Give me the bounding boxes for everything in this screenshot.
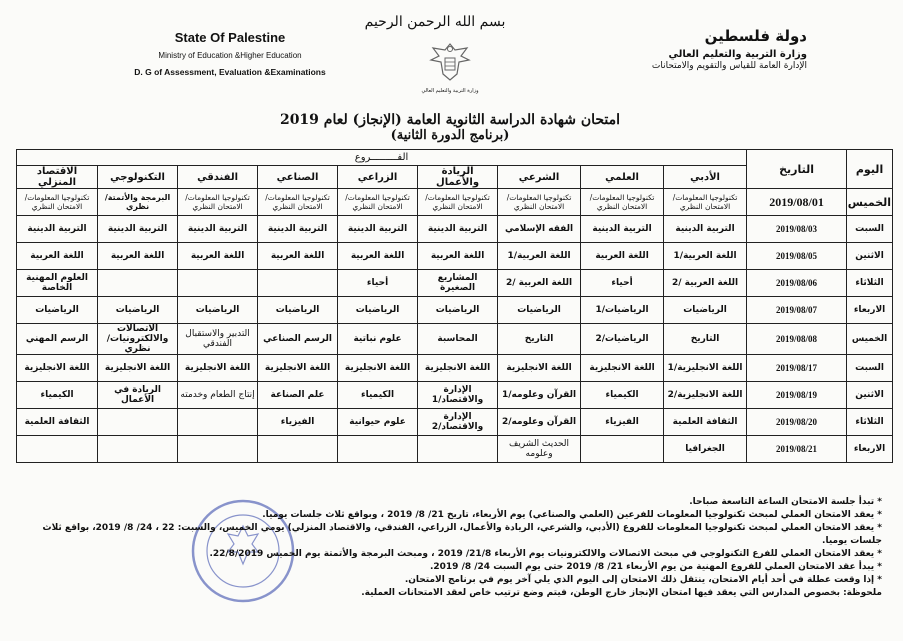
subject-cell: اللغة العربية: [17, 243, 98, 270]
subject-cell: اللغة الانجليزية: [418, 355, 498, 382]
subject-cell: [178, 270, 258, 297]
day-cell: الاثنين: [847, 382, 893, 409]
subject-cell: المحاسبة: [418, 324, 498, 355]
subject-cell: اللغة العربية /2: [498, 270, 581, 297]
subject-cell: اللغة الانجليزية: [258, 355, 338, 382]
subject-cell: اللغة العربية /2: [664, 270, 747, 297]
branch-header: التكنولوجي: [98, 166, 178, 189]
subject-cell: اللغة الانجليزية: [17, 355, 98, 382]
subject-cell: البرمجة والأتمتة/نظري: [98, 189, 178, 216]
table-row: [17, 216, 893, 243]
subject-cell: تكنولوجيا المعلومات/ الامتحان النظري: [17, 189, 98, 216]
note-item: * يبدأ عقد الامتحان العملي للفروع المهنية من يوم الأربعاء 21/ 8/ 2019 حتى يوم السبت 24/ 8/ 2019.: [20, 561, 882, 574]
title-line2: (برنامج الدورة الثانية): [390, 128, 510, 143]
subject-cell: اللغة الانجليزية/1: [664, 355, 747, 382]
subject-cell: الرياضيات: [418, 297, 498, 324]
subject-cell: التربية الدينية: [418, 216, 498, 243]
branch-header: العلمي: [581, 166, 664, 189]
date-cell: 2019/08/06: [747, 270, 847, 297]
date-cell: 2019/08/21: [747, 436, 847, 463]
date-cell: 2019/08/07: [747, 297, 847, 324]
subject-cell: [98, 436, 178, 463]
day-cell: الاثنين: [847, 243, 893, 270]
day-cell: الثلاثاء: [847, 270, 893, 297]
date-cell: 2019/08/03: [747, 216, 847, 243]
title-line1: امتحان شهادة الدراسة الثانوية العامة (الإنجاز) لعام 2019: [279, 112, 621, 128]
branch-header: الاقتصاد المنزلي: [17, 166, 98, 189]
state-name-ar: دولة فلسطين: [704, 27, 807, 45]
subject-cell: الرياضيات: [178, 297, 258, 324]
header-left: [100, 30, 360, 77]
table-row: [17, 436, 893, 463]
subject-cell: علم الصناعة: [258, 382, 338, 409]
table-row: [17, 243, 893, 270]
department-name-ar: الإدارة العامة للقياس والتقويم والامتحانات: [651, 61, 807, 71]
date-cell: 2019/08/17: [747, 355, 847, 382]
subject-cell: الثقافة العلمية: [664, 409, 747, 436]
document-title: [250, 112, 650, 143]
subject-cell: أحياء: [581, 270, 664, 297]
subject-cell: تكنولوجيا المعلومات/ الامتحان النظري: [418, 189, 498, 216]
day-cell: الاربعاء: [847, 436, 893, 463]
header-right: [607, 27, 807, 72]
basmala-calligraphy: بسم الله الرحمن الرحيم: [364, 14, 506, 30]
subject-cell: الرياضيات: [664, 297, 747, 324]
table-row: [17, 270, 893, 297]
subject-cell: التاريخ: [664, 324, 747, 355]
subject-cell: تكنولوجيا المعلومات/ الامتحان النظري: [178, 189, 258, 216]
note-item: * يعقد الامتحان العملي للفرع التكنولوجي في مبحث الاتصالات والالكترونيات يوم الأربعاء 21/8/ 2019 ، ومبحث البرمجة والأتمتة يوم الخميس 22/8/2019.: [20, 548, 882, 561]
subject-cell: الفيزياء: [581, 409, 664, 436]
subject-cell: [178, 436, 258, 463]
subject-cell: أحياء: [338, 270, 418, 297]
subject-cell: اللغة العربية: [98, 243, 178, 270]
subject-cell: الرياضيات: [17, 297, 98, 324]
subject-cell: تكنولوجيا المعلومات/ الامتحان النظري: [581, 189, 664, 216]
subject-cell: إنتاج الطعام وخدمته: [178, 382, 258, 409]
subject-cell: التربية الدينية: [338, 216, 418, 243]
subject-cell: اللغة العربية: [581, 243, 664, 270]
ministry-name-ar: وزارة التربية والتعليم العالي: [668, 49, 807, 60]
table-row: [17, 355, 893, 382]
subject-cell: الريادة في الأعمال: [98, 382, 178, 409]
subject-cell: علوم نباتية: [338, 324, 418, 355]
branch-header: الأدبي: [664, 166, 747, 189]
subject-cell: الحديث الشريف وعلومه: [498, 436, 581, 463]
subject-cell: [581, 436, 664, 463]
branch-header: الشرعي: [498, 166, 581, 189]
subject-cell: الكيمياء: [581, 382, 664, 409]
subject-cell: الكيمياء: [338, 382, 418, 409]
subject-cell: التربية الدينية: [17, 216, 98, 243]
subject-cell: الثقافة العلمية: [17, 409, 98, 436]
subject-cell: [418, 436, 498, 463]
subject-cell: [258, 436, 338, 463]
subject-cell: اللغة العربية: [258, 243, 338, 270]
subject-cell: [98, 270, 178, 297]
day-cell: الخميس: [847, 189, 893, 216]
table-row: [17, 189, 893, 216]
notes-section: [20, 496, 882, 600]
state-name-en: State Of Palestine: [174, 30, 286, 45]
subject-cell: [258, 270, 338, 297]
day-cell: الاربعاء: [847, 297, 893, 324]
subject-cell: الرياضيات: [498, 297, 581, 324]
table-row: [17, 409, 893, 436]
subject-cell: اللغة العربية/1: [498, 243, 581, 270]
subject-cell: اللغة الانجليزية: [178, 355, 258, 382]
subject-cell: التربية الدينية: [581, 216, 664, 243]
subject-cell: الرياضيات/1: [581, 297, 664, 324]
subject-cell: [338, 436, 418, 463]
remark: ملحوظة: بخصوص المدارس التي يعقد فيها امتحان الإنجاز خارج الوطن، فيتم وضع ترتيب خاص لعقد الامتحانات العملية.: [361, 588, 882, 598]
subject-cell: اللغة الانجليزية: [338, 355, 418, 382]
branch-header: الصناعي: [258, 166, 338, 189]
date-header: التاريخ: [747, 150, 847, 189]
subject-cell: الاتصالات والالكترونيات/نظري: [98, 324, 178, 355]
day-cell: الثلاثاء: [847, 409, 893, 436]
subject-cell: علوم حيوانية: [338, 409, 418, 436]
subject-cell: الرياضيات: [338, 297, 418, 324]
day-cell: السبت: [847, 216, 893, 243]
subject-cell: التربية الدينية: [98, 216, 178, 243]
table-row: [17, 382, 893, 409]
branches-header: الفـــــــــروع: [17, 150, 747, 166]
subject-cell: اللغة الانجليزية/2: [664, 382, 747, 409]
subject-cell: اللغة العربية: [338, 243, 418, 270]
subject-cell: الكيمياء: [17, 382, 98, 409]
branch-header: الفندقي: [178, 166, 258, 189]
table-row: [17, 297, 893, 324]
subject-cell: [178, 409, 258, 436]
subject-cell: الإدارة والاقتصاد/1: [418, 382, 498, 409]
subject-cell: اللغة الانجليزية: [581, 355, 664, 382]
subject-cell: التربية الدينية: [258, 216, 338, 243]
subject-cell: تكنولوجيا المعلومات/ الامتحان النظري: [338, 189, 418, 216]
subject-cell: التاريخ: [498, 324, 581, 355]
subject-cell: تكنولوجيا المعلومات/ الامتحان النظري: [498, 189, 581, 216]
date-cell: 2019/08/20: [747, 409, 847, 436]
subject-cell: الجغرافيا: [664, 436, 747, 463]
subject-cell: [98, 409, 178, 436]
day-cell: السبت: [847, 355, 893, 382]
palestine-eagle-emblem-icon: [427, 40, 473, 86]
note-item: * يعقد الامتحان العملي لمبحث تكنولوجيا المعلومات للفروع (الأدبي، والشرعي، الريادة والأعمال، الزراعي، الفندقي، والاقتصاد المنزلي) يومي الخميس، والسبت: 22 ، 24/ 8/ 2019، بواقع ثلاث جلسات يوميا.: [20, 522, 882, 548]
subject-cell: تكنولوجيا المعلومات/ الامتحان النظري: [258, 189, 338, 216]
subject-cell: التربية الدينية: [664, 216, 747, 243]
date-cell: 2019/08/19: [747, 382, 847, 409]
subject-cell: القرآن وعلومه/1: [498, 382, 581, 409]
subject-cell: الرسم الصناعي: [258, 324, 338, 355]
emblem-caption: وزارة التربية والتعليم العالي: [421, 88, 479, 94]
date-cell: 2019/08/08: [747, 324, 847, 355]
subject-cell: الرسم المهني: [17, 324, 98, 355]
subject-cell: اللغة الانجليزية: [98, 355, 178, 382]
subject-cell: الرياضيات: [258, 297, 338, 324]
branch-header: الزراعي: [338, 166, 418, 189]
department-name-en: D. G of Assessment, Evaluation &Examinations: [134, 67, 326, 77]
exam-schedule-table: [16, 149, 893, 463]
subject-cell: تكنولوجيا المعلومات/ الامتحان النظري: [664, 189, 747, 216]
subject-cell: العلوم المهنية الخاصة: [17, 270, 98, 297]
subject-cell: اللغة العربية/1: [664, 243, 747, 270]
subject-cell: اللغة الانجليزية: [498, 355, 581, 382]
branch-header: الريادة والأعمال: [418, 166, 498, 189]
table-row: [17, 324, 893, 355]
day-header: اليوم: [847, 150, 893, 189]
note-item: * يعقد الامتحان العملي لمبحث تكنولوجيا المعلومات للفرعين (العلمي والصناعي) يوم الأربعاء، تاريخ 21/ 8/ 2019 ، وبواقع ثلاث جلسات يوميا.: [20, 509, 882, 522]
subject-cell: التدبير والاستقبال الفندقي: [178, 324, 258, 355]
day-cell: الخميس: [847, 324, 893, 355]
date-cell: 2019/08/05: [747, 243, 847, 270]
date-cell: 2019/08/01: [747, 189, 847, 216]
subject-cell: القرآن وعلومه/2: [498, 409, 581, 436]
subject-cell: الإدارة والاقتصاد/2: [418, 409, 498, 436]
subject-cell: الرياضيات: [98, 297, 178, 324]
ministry-name-en: Ministry of Education &Higher Education: [158, 51, 302, 60]
subject-cell: اللغة العربية: [418, 243, 498, 270]
subject-cell: الفقه الإسلامي: [498, 216, 581, 243]
subject-cell: اللغة العربية: [178, 243, 258, 270]
note-item: * تبدأ جلسة الامتحان الساعة التاسعة صباحا.: [20, 496, 882, 509]
subject-cell: المشاريع الصغيرة: [418, 270, 498, 297]
subject-cell: الفيزياء: [258, 409, 338, 436]
subject-cell: التربية الدينية: [178, 216, 258, 243]
note-item: * إذا وقعت عطلة في أحد أيام الامتحان، ينتقل ذلك الامتحان إلى اليوم الذي يلي آخر يوم في برنامج الامتحان.: [20, 574, 882, 587]
subject-cell: [17, 436, 98, 463]
subject-cell: الرياضيات/2: [581, 324, 664, 355]
